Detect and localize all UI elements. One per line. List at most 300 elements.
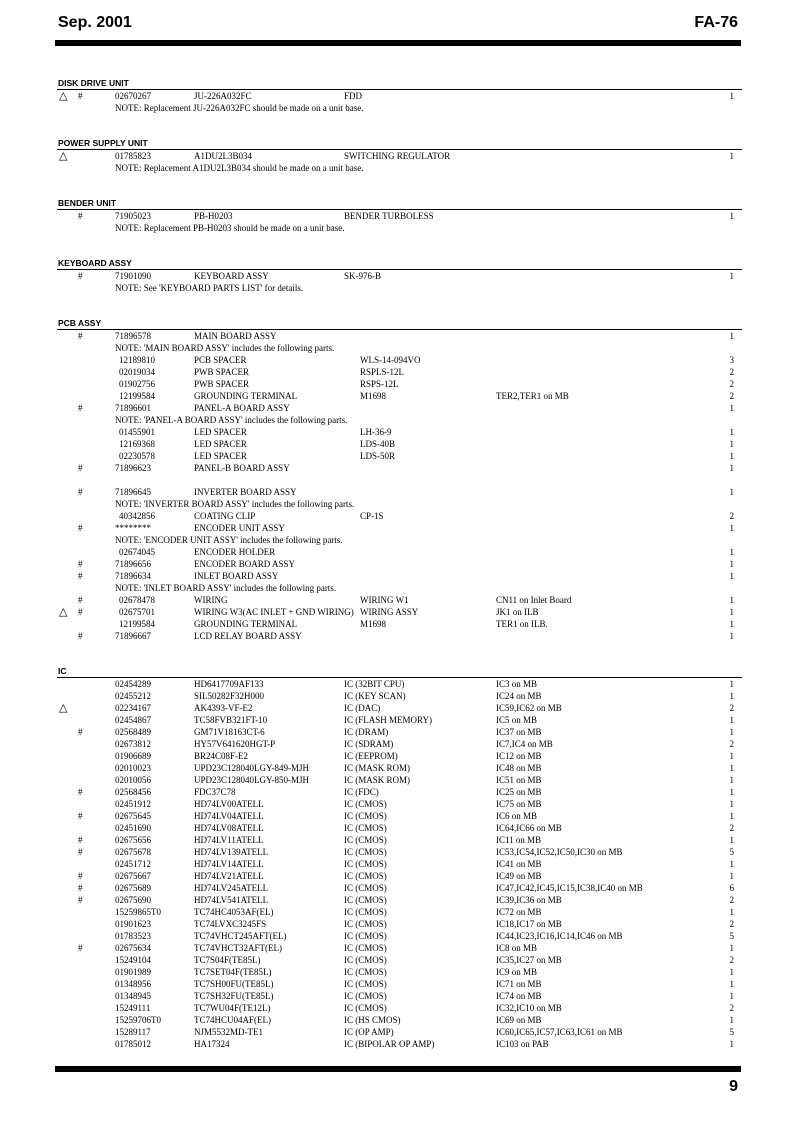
part-code: 02451912 bbox=[115, 799, 151, 809]
part-quantity: 1 bbox=[729, 787, 734, 797]
part-name: PB-H0203 bbox=[194, 211, 233, 221]
part-location: TER1 on ILB. bbox=[496, 619, 548, 629]
part-row bbox=[0, 1002, 794, 1014]
part-name: HD74LV08ATELL bbox=[194, 823, 264, 833]
footer-rule bbox=[55, 1066, 741, 1072]
new-part-mark: # bbox=[78, 595, 83, 605]
part-name: AK4393-VF-E2 bbox=[194, 703, 253, 713]
part-location: IC24 on MB bbox=[496, 691, 542, 701]
part-row bbox=[0, 750, 794, 762]
note-row bbox=[0, 534, 794, 546]
part-row bbox=[0, 546, 794, 558]
part-quantity: 1 bbox=[729, 151, 734, 161]
part-location: JK1 on ILB bbox=[496, 607, 539, 617]
part-quantity: 5 bbox=[729, 847, 734, 857]
part-row bbox=[0, 150, 794, 162]
part-name: NJM5532MD-TE1 bbox=[194, 1027, 263, 1037]
section-title: KEYBOARD ASSY bbox=[58, 258, 132, 268]
part-name: FDC37C78 bbox=[194, 787, 236, 797]
safety-mark-icon: △ bbox=[59, 605, 68, 618]
part-name: HD6417709AF133 bbox=[194, 679, 264, 689]
part-row bbox=[0, 762, 794, 774]
part-name: GM71V18163CT-6 bbox=[194, 727, 265, 737]
note-row bbox=[0, 582, 794, 594]
part-name: HD74LV11ATELL bbox=[194, 835, 264, 845]
part-location: TER2,TER1 on MB bbox=[496, 391, 569, 401]
part-row bbox=[0, 966, 794, 978]
part-quantity: 1 bbox=[729, 835, 734, 845]
part-location: IC69 on MB bbox=[496, 1015, 542, 1025]
part-location: IC6 on MB bbox=[496, 811, 538, 821]
part-code: 01455901 bbox=[119, 427, 155, 437]
new-part-mark: # bbox=[78, 91, 83, 101]
part-name: TC7SH00FU(TE85L) bbox=[194, 979, 274, 989]
part-row bbox=[0, 702, 794, 714]
part-name: TC74LVXC3245FS bbox=[194, 919, 267, 929]
part-description: SK-976-B bbox=[344, 271, 382, 281]
new-part-mark: # bbox=[78, 559, 83, 569]
part-quantity: 5 bbox=[729, 1027, 734, 1037]
note-row bbox=[0, 162, 794, 174]
safety-mark-icon: △ bbox=[59, 89, 68, 102]
part-name: PWB SPACER bbox=[194, 367, 249, 377]
part-description: IC (CMOS) bbox=[344, 859, 387, 869]
part-name: TC7SET04F(TE85L) bbox=[194, 967, 272, 977]
part-quantity: 1 bbox=[729, 943, 734, 953]
part-quantity: 2 bbox=[729, 379, 734, 389]
part-code: 02451712 bbox=[115, 859, 151, 869]
note-row bbox=[0, 342, 794, 354]
part-code: 12199584 bbox=[119, 619, 155, 629]
part-row bbox=[0, 774, 794, 786]
part-location: IC32,IC10 on MB bbox=[496, 1003, 562, 1013]
part-code: 02568489 bbox=[115, 727, 151, 737]
part-description: IC (CMOS) bbox=[344, 931, 387, 941]
part-name: ENCODER BOARD ASSY bbox=[194, 559, 296, 569]
part-quantity: 5 bbox=[729, 931, 734, 941]
part-name: LED SPACER bbox=[194, 439, 247, 449]
part-description: IC (OP AMP) bbox=[344, 1027, 394, 1037]
part-description: IC (CMOS) bbox=[344, 883, 387, 893]
part-description: IC (SDRAM) bbox=[344, 739, 394, 749]
new-part-mark: # bbox=[78, 331, 83, 341]
part-quantity: 1 bbox=[729, 751, 734, 761]
part-location: IC11 on MB bbox=[496, 835, 542, 845]
part-description: IC (CMOS) bbox=[344, 943, 387, 953]
part-quantity: 1 bbox=[729, 595, 734, 605]
part-row bbox=[0, 810, 794, 822]
part-description: IC (CMOS) bbox=[344, 979, 387, 989]
part-location: IC103 on PAB bbox=[496, 1039, 549, 1049]
part-code: 01785012 bbox=[115, 1039, 151, 1049]
part-code: 71896623 bbox=[115, 463, 151, 473]
part-row bbox=[0, 378, 794, 390]
note-text: NOTE: Replacement PB-H0203 should be made on a unit base. bbox=[115, 223, 345, 233]
part-location: IC9 on MB bbox=[496, 967, 538, 977]
part-quantity: 2 bbox=[729, 1003, 734, 1013]
part-quantity: 1 bbox=[729, 1039, 734, 1049]
part-quantity: 1 bbox=[729, 487, 734, 497]
part-row bbox=[0, 594, 794, 606]
part-row bbox=[0, 570, 794, 582]
part-code: 01901623 bbox=[115, 919, 151, 929]
part-code: 02234167 bbox=[115, 703, 151, 713]
part-quantity: 3 bbox=[729, 355, 734, 365]
part-code: 02451690 bbox=[115, 823, 151, 833]
part-row bbox=[0, 858, 794, 870]
part-row bbox=[0, 726, 794, 738]
part-code: 01348956 bbox=[115, 979, 151, 989]
part-row bbox=[0, 90, 794, 102]
section-title: DISK DRIVE UNIT bbox=[58, 78, 129, 88]
part-location: IC72 on MB bbox=[496, 907, 542, 917]
part-code: 02675678 bbox=[115, 847, 151, 857]
part-location: IC59,IC62 on MB bbox=[496, 703, 562, 713]
part-row bbox=[0, 402, 794, 414]
part-location: IC47,IC42,IC45,IC15,IC38,IC40 on MB bbox=[496, 883, 643, 893]
part-name: LED SPACER bbox=[194, 451, 247, 461]
part-row bbox=[0, 270, 794, 282]
part-name: KEYBOARD ASSY bbox=[194, 271, 269, 281]
part-code: 71905023 bbox=[115, 211, 151, 221]
part-name: UPD23C128040LGY-849-MJH bbox=[194, 763, 310, 773]
part-name: WIRING bbox=[194, 595, 228, 605]
part-location: IC60,IC65,IC57,IC63,IC61 on MB bbox=[496, 1027, 623, 1037]
part-location: IC75 on MB bbox=[496, 799, 542, 809]
part-description: CP-1S bbox=[360, 511, 384, 521]
part-code: 02675701 bbox=[119, 607, 155, 617]
part-code: 02675689 bbox=[115, 883, 151, 893]
part-name: JU-226A032FC bbox=[194, 91, 252, 101]
part-location: IC53,IC54,IC52,IC50,IC30 on MB bbox=[496, 847, 623, 857]
part-location: IC12 on MB bbox=[496, 751, 542, 761]
part-name: A1DU2L3B034 bbox=[194, 151, 252, 161]
part-code: 71896656 bbox=[115, 559, 151, 569]
part-description: WIRING W1 bbox=[360, 595, 409, 605]
part-quantity: 2 bbox=[729, 895, 734, 905]
part-code: 02568456 bbox=[115, 787, 151, 797]
part-row bbox=[0, 354, 794, 366]
part-description: IC (CMOS) bbox=[344, 967, 387, 977]
part-quantity: 1 bbox=[729, 619, 734, 629]
part-description: IC (CMOS) bbox=[344, 823, 387, 833]
part-quantity: 1 bbox=[729, 763, 734, 773]
part-quantity: 1 bbox=[729, 907, 734, 917]
part-code: 71896578 bbox=[115, 331, 151, 341]
part-name: HD74LV14ATELL bbox=[194, 859, 264, 869]
part-quantity: 1 bbox=[729, 211, 734, 221]
part-quantity: 1 bbox=[729, 559, 734, 569]
part-location: IC37 on MB bbox=[496, 727, 542, 737]
part-name: PWB SPACER bbox=[194, 379, 249, 389]
part-quantity: 1 bbox=[729, 979, 734, 989]
part-quantity: 2 bbox=[729, 739, 734, 749]
part-quantity: 1 bbox=[729, 271, 734, 281]
part-code: 12199584 bbox=[119, 391, 155, 401]
part-row bbox=[0, 390, 794, 402]
part-quantity: 1 bbox=[729, 523, 734, 533]
part-description: IC (CMOS) bbox=[344, 895, 387, 905]
new-part-mark: # bbox=[78, 523, 83, 533]
part-code: 02675645 bbox=[115, 811, 151, 821]
new-part-mark: # bbox=[78, 811, 83, 821]
part-description: IC (FLASH MEMORY) bbox=[344, 715, 433, 725]
section-title: POWER SUPPLY UNIT bbox=[58, 138, 148, 148]
note-row bbox=[0, 498, 794, 510]
part-name: HD74LV21ATELL bbox=[194, 871, 264, 881]
part-name: PCB SPACER bbox=[194, 355, 247, 365]
part-name: LED SPACER bbox=[194, 427, 247, 437]
part-row bbox=[0, 990, 794, 1002]
part-row bbox=[0, 510, 794, 522]
part-name: HD74LV139ATELL bbox=[194, 847, 269, 857]
part-code: 71896645 bbox=[115, 487, 151, 497]
part-name: TC74VHCT245AFT(EL) bbox=[194, 931, 287, 941]
new-part-mark: # bbox=[78, 787, 83, 797]
part-code: 15249111 bbox=[115, 1003, 151, 1013]
part-description: IC (CMOS) bbox=[344, 871, 387, 881]
part-quantity: 2 bbox=[729, 511, 734, 521]
part-row bbox=[0, 738, 794, 750]
part-quantity: 1 bbox=[729, 871, 734, 881]
new-part-mark: # bbox=[78, 871, 83, 881]
part-quantity: 1 bbox=[729, 679, 734, 689]
part-name: UPD23C128040LGY-850-MJH bbox=[194, 775, 310, 785]
part-name: SIL50282F32H000 bbox=[194, 691, 265, 701]
new-part-mark: # bbox=[78, 847, 83, 857]
note-text: NOTE: 'MAIN BOARD ASSY' includes the following parts. bbox=[115, 343, 335, 353]
note-row bbox=[0, 282, 794, 294]
new-part-mark: # bbox=[78, 631, 83, 641]
part-description: RSPLS-12L bbox=[360, 367, 405, 377]
part-description: IC (DAC) bbox=[344, 703, 381, 713]
part-quantity: 1 bbox=[729, 91, 734, 101]
note-text: NOTE: Replacement A1DU2L3B034 should be made on a unit base. bbox=[115, 163, 364, 173]
part-quantity: 2 bbox=[729, 703, 734, 713]
part-name: HD74LV04ATELL bbox=[194, 811, 264, 821]
part-code: 02675667 bbox=[115, 871, 151, 881]
part-location: IC8 on MB bbox=[496, 943, 538, 953]
part-name: MAIN BOARD ASSY bbox=[194, 331, 277, 341]
part-code: 02674045 bbox=[119, 547, 155, 557]
part-code: 71896634 bbox=[115, 571, 151, 581]
part-row bbox=[0, 426, 794, 438]
part-description: IC (HS CMOS) bbox=[344, 1015, 401, 1025]
part-quantity: 1 bbox=[729, 451, 734, 461]
part-quantity: 1 bbox=[729, 463, 734, 473]
part-location: IC71 on MB bbox=[496, 979, 542, 989]
part-row bbox=[0, 942, 794, 954]
part-row bbox=[0, 1026, 794, 1038]
part-code: 12189810 bbox=[119, 355, 155, 365]
part-code: 02010023 bbox=[115, 763, 151, 773]
part-description: IC (CMOS) bbox=[344, 811, 387, 821]
part-quantity: 2 bbox=[729, 391, 734, 401]
part-description: IC (DRAM) bbox=[344, 727, 389, 737]
part-code: 15249104 bbox=[115, 955, 151, 965]
part-description: IC (CMOS) bbox=[344, 955, 387, 965]
part-row bbox=[0, 606, 794, 618]
part-location: IC48 on MB bbox=[496, 763, 542, 773]
part-quantity: 1 bbox=[729, 1015, 734, 1025]
part-code: ******** bbox=[115, 523, 151, 533]
part-name: TC58FVB321FT-10 bbox=[194, 715, 268, 725]
part-row bbox=[0, 462, 794, 474]
note-row bbox=[0, 414, 794, 426]
part-quantity: 1 bbox=[729, 427, 734, 437]
new-part-mark: # bbox=[78, 403, 83, 413]
part-location: CN11 on Inlet Board bbox=[496, 595, 572, 605]
part-location: IC49 on MB bbox=[496, 871, 542, 881]
part-code: 71896601 bbox=[115, 403, 151, 413]
part-row bbox=[0, 1014, 794, 1026]
part-row bbox=[0, 798, 794, 810]
part-location: IC25 on MB bbox=[496, 787, 542, 797]
part-row bbox=[0, 630, 794, 642]
part-location: IC35,IC27 on MB bbox=[496, 955, 562, 965]
part-quantity: 1 bbox=[729, 631, 734, 641]
note-text: NOTE: 'INVERTER BOARD ASSY' includes the following parts. bbox=[115, 499, 355, 509]
part-description: FDD bbox=[344, 91, 363, 101]
part-row bbox=[0, 978, 794, 990]
part-row bbox=[0, 894, 794, 906]
note-text: NOTE: See 'KEYBOARD PARTS LIST' for details. bbox=[115, 283, 304, 293]
part-name: TC74VHCT32AFT(EL) bbox=[194, 943, 282, 953]
part-name: HY57V641620HGT-P bbox=[194, 739, 276, 749]
part-location: IC39,IC36 on MB bbox=[496, 895, 562, 905]
part-location: IC5 on MB bbox=[496, 715, 538, 725]
part-row bbox=[0, 678, 794, 690]
part-name: COATING CLIP bbox=[194, 511, 256, 521]
part-description: IC (EEPROM) bbox=[344, 751, 398, 761]
part-quantity: 2 bbox=[729, 823, 734, 833]
part-code: 02019034 bbox=[119, 367, 155, 377]
part-quantity: 1 bbox=[729, 715, 734, 725]
part-name: PANEL-A BOARD ASSY bbox=[194, 403, 290, 413]
new-part-mark: # bbox=[78, 943, 83, 953]
header-model: FA-76 bbox=[694, 14, 738, 31]
part-quantity: 1 bbox=[729, 691, 734, 701]
part-code: 71896667 bbox=[115, 631, 151, 641]
part-code: 02675690 bbox=[115, 895, 151, 905]
part-name: HD74LV00ATELL bbox=[194, 799, 264, 809]
part-code: 01901989 bbox=[115, 967, 151, 977]
part-code: 02454867 bbox=[115, 715, 151, 725]
part-name: LCD RELAY BOARD ASSY bbox=[194, 631, 302, 641]
part-code: 02454289 bbox=[115, 679, 151, 689]
part-name: INVERTER BOARD ASSY bbox=[194, 487, 297, 497]
part-code: 01783523 bbox=[115, 931, 151, 941]
part-row bbox=[0, 882, 794, 894]
note-text: NOTE: 'ENCODER UNIT ASSY' includes the following parts. bbox=[115, 535, 343, 545]
new-part-mark: # bbox=[78, 835, 83, 845]
part-name: ENCODER HOLDER bbox=[194, 547, 276, 557]
part-code: 01348945 bbox=[115, 991, 151, 1001]
part-name: GROUNDING TERMINAL bbox=[194, 619, 298, 629]
part-code: 12169368 bbox=[119, 439, 155, 449]
part-quantity: 2 bbox=[729, 955, 734, 965]
section-title: BENDER UNIT bbox=[58, 198, 117, 208]
part-row bbox=[0, 954, 794, 966]
part-quantity: 2 bbox=[729, 919, 734, 929]
part-quantity: 1 bbox=[729, 811, 734, 821]
part-code: 02230578 bbox=[119, 451, 155, 461]
part-description: M1698 bbox=[360, 391, 387, 401]
new-part-mark: # bbox=[78, 211, 83, 221]
part-name: PANEL-B BOARD ASSY bbox=[194, 463, 290, 473]
part-row bbox=[0, 1038, 794, 1050]
part-description: IC (CMOS) bbox=[344, 799, 387, 809]
part-description: WIRING ASSY bbox=[360, 607, 419, 617]
part-quantity: 1 bbox=[729, 439, 734, 449]
part-quantity: 6 bbox=[729, 883, 734, 893]
part-row bbox=[0, 210, 794, 222]
part-name: TC7SH32FU(TE85L) bbox=[194, 991, 274, 1001]
note-row bbox=[0, 102, 794, 114]
part-row bbox=[0, 522, 794, 534]
new-part-mark: # bbox=[78, 463, 83, 473]
part-description: IC (CMOS) bbox=[344, 835, 387, 845]
part-description: LDS-50R bbox=[360, 451, 396, 461]
part-row bbox=[0, 690, 794, 702]
part-code: 01902756 bbox=[119, 379, 155, 389]
part-code: 02675634 bbox=[115, 943, 151, 953]
part-row bbox=[0, 822, 794, 834]
part-quantity: 1 bbox=[729, 967, 734, 977]
new-part-mark: # bbox=[78, 727, 83, 737]
part-code: 01785823 bbox=[115, 151, 151, 161]
part-quantity: 1 bbox=[729, 727, 734, 737]
part-row bbox=[0, 918, 794, 930]
header-date: Sep. 2001 bbox=[58, 14, 132, 31]
part-location: IC64,IC66 on MB bbox=[496, 823, 562, 833]
part-description: M1698 bbox=[360, 619, 387, 629]
part-description: IC (CMOS) bbox=[344, 907, 387, 917]
part-code: 15289117 bbox=[115, 1027, 151, 1037]
part-location: IC44,IC23,IC16,IC14,IC46 on MB bbox=[496, 931, 623, 941]
part-name: HD74LV245ATELL bbox=[194, 883, 269, 893]
part-code: 15259865T0 bbox=[115, 907, 161, 917]
part-name: INLET BOARD ASSY bbox=[194, 571, 279, 581]
note-text: NOTE: Replacement JU-226A032FC should be made on a unit base. bbox=[115, 103, 364, 113]
new-part-mark: # bbox=[78, 271, 83, 281]
part-description: LH-36-9 bbox=[360, 427, 392, 437]
part-row bbox=[0, 366, 794, 378]
part-code: 02675656 bbox=[115, 835, 151, 845]
part-quantity: 1 bbox=[729, 775, 734, 785]
new-part-mark: # bbox=[78, 895, 83, 905]
part-name: BR24C08F-E2 bbox=[194, 751, 249, 761]
blank-row bbox=[0, 474, 794, 486]
part-quantity: 1 bbox=[729, 331, 734, 341]
part-name: TC74HCU04AF(EL) bbox=[194, 1015, 271, 1025]
section-title: IC bbox=[58, 666, 67, 676]
part-row bbox=[0, 870, 794, 882]
part-description: IC (CMOS) bbox=[344, 919, 387, 929]
page-number: 9 bbox=[729, 1078, 738, 1095]
part-description: IC (MASK ROM) bbox=[344, 775, 411, 785]
part-quantity: 1 bbox=[729, 547, 734, 557]
new-part-mark: # bbox=[78, 607, 83, 617]
part-description: LDS-40B bbox=[360, 439, 396, 449]
part-description: IC (32BIT CPU) bbox=[344, 679, 405, 689]
part-row bbox=[0, 330, 794, 342]
part-row bbox=[0, 906, 794, 918]
part-quantity: 1 bbox=[729, 991, 734, 1001]
part-description: SWITCHING REGULATOR bbox=[344, 151, 451, 161]
part-quantity: 1 bbox=[729, 607, 734, 617]
part-quantity: 1 bbox=[729, 571, 734, 581]
